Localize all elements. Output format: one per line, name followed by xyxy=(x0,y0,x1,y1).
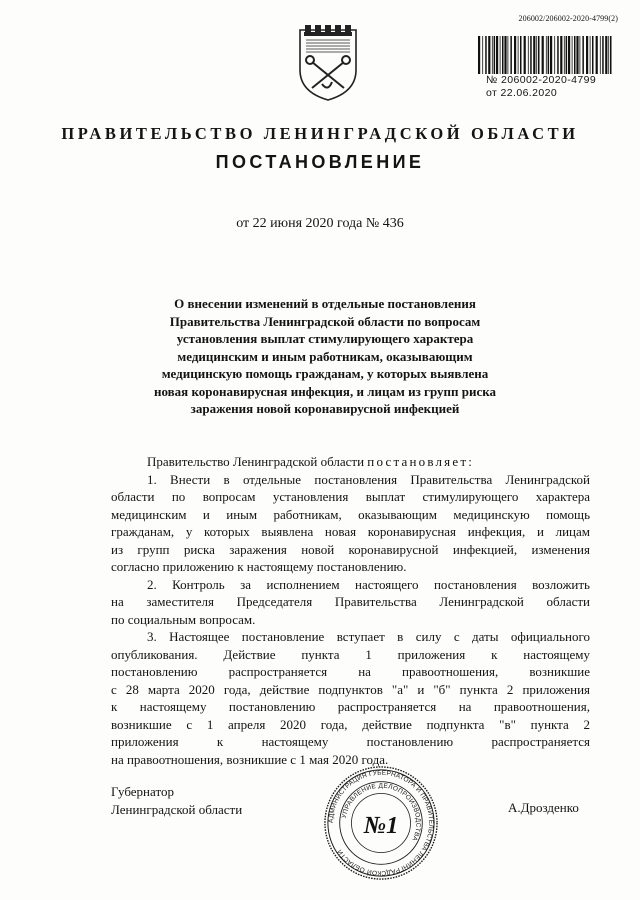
stamp-number: №1 xyxy=(363,811,399,839)
stamp-inner-text: УПРАВЛЕНИЕ ДЕЛОПРОИЗВОДСТВА xyxy=(340,782,422,843)
paragraph-3-line: 3. Настоящее постановление вступает в силу с даты официального xyxy=(147,629,590,644)
stamp-outer-text: АДМИНИСТРАЦИЯ ГУБЕРНАТОРА И ПРАВИТЕЛЬСТВА ЛЕНИНГРАДСКОЙ ОБЛАСТИ xyxy=(327,769,435,877)
paragraph-3-line: опубликования. Действие пункта 1 приложения к настоящему xyxy=(111,646,590,662)
paragraph-1-line: из групп риска заражения новой коронавирусной инфекцией, изменения xyxy=(111,541,590,557)
paragraph-1-line: гражданам, у которых выявлена новая коронавирусная инфекция, и лицам xyxy=(111,524,590,539)
preamble-lead: Правительство Ленинградской области xyxy=(147,454,365,469)
subject-line: медицинским и иным работникам, оказывающим xyxy=(177,348,473,364)
paragraph-2-line: по социальным вопросам. xyxy=(111,611,256,627)
subject-line: Правительства Ленинградской области по вопросам xyxy=(169,313,481,329)
paragraph-3-line: приложения к настоящему постановлению распространяется xyxy=(111,734,590,749)
round-stamp-icon xyxy=(322,764,440,882)
paragraph-3-line: к настоящему постановлению распространяется на правоотношения, xyxy=(111,699,590,714)
paragraph-2-line: на заместителя Председателя Правительства Ленинградской области xyxy=(111,594,590,609)
registry-code: 206002/206002-2020-4799(2) xyxy=(518,14,618,23)
subject-line: установления выплат стимулирующего характера xyxy=(176,331,474,346)
paragraph-1-line: медицинским и иным работникам, оказывающим медицинскую помощь xyxy=(111,506,590,522)
subject-line: О внесении изменений в отдельные постановления xyxy=(174,296,476,311)
registration-number: № 206002-2020-4799 xyxy=(486,74,597,86)
signer-title-line: Губернатор xyxy=(111,784,174,799)
document-body xyxy=(111,453,590,768)
government-name: ПРАВИТЕЛЬСТВО ЛЕНИНГРАДСКОЙ ОБЛАСТИ xyxy=(61,124,579,143)
signer-name: А.Дрозденко xyxy=(508,800,579,815)
paragraph-3-line: постановлению распространяется на правоотношения, возникшие xyxy=(111,664,590,679)
paragraph-3-line: на правоотношения, возникшие с 1 мая 2020 года. xyxy=(111,751,389,767)
subject-line: медицинскую помощь гражданам, у которых выявлена xyxy=(161,366,489,381)
preamble xyxy=(111,453,590,471)
signer-title xyxy=(111,783,242,818)
paragraph-1-line: согласно приложению к настоящему постановлению. xyxy=(111,559,407,574)
signer-title-line: Ленинградской области xyxy=(111,801,243,817)
document-subject xyxy=(80,295,570,418)
subject-line: заражения новой коронавирусной инфекцией xyxy=(190,401,460,416)
document-type: ПОСТАНОВЛЕНИЕ xyxy=(215,152,425,172)
paragraph-1-line: 1. Внести в отдельные постановления Правительства Ленинградской xyxy=(147,471,590,487)
preamble-verb: постановляет: xyxy=(367,454,475,469)
paragraph-2-line: 2. Контроль за исполнением настоящего постановления возложить xyxy=(147,576,590,592)
paragraph-3-line: с 28 марта 2020 года, действие подпунктов "а" и "б" пункта 2 приложения xyxy=(111,681,590,697)
paragraph-3-line: возникшие с 1 апреля 2020 года, действие подпункта "в" пункта 2 xyxy=(111,716,590,732)
paragraph-1-line: области по вопросам установления выплат стимулирующего характера xyxy=(111,489,590,504)
registration-date: от 22.06.2020 xyxy=(486,87,558,99)
document-date-number: от 22 июня 2020 года № 436 xyxy=(236,216,404,231)
coat-of-arms-icon xyxy=(296,22,360,102)
subject-line: новая коронавирусная инфекция, и лицам из групп риска xyxy=(153,383,497,399)
barcode-icon xyxy=(476,36,616,74)
